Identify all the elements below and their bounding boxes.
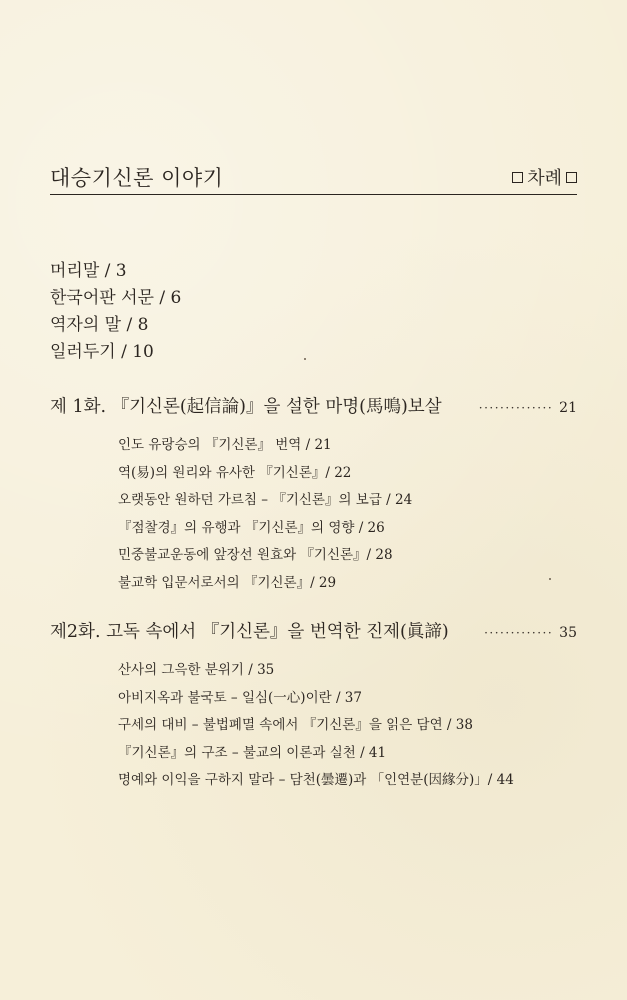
section-entry: 아비지옥과 불국토 – 일심(一心)이란 / 37: [118, 689, 362, 706]
section-entry: 명예와 이익을 구하지 말라 – 담천(曇遷)과 「인연분(因緣分)」/ 44: [118, 772, 514, 788]
paper-speck: [549, 578, 551, 580]
section-entry: 『점찰경』의 유행과 『기신론』의 영향 / 26: [118, 519, 385, 536]
toc-entry-translator-note: 역자의 말 / 8: [50, 315, 149, 335]
toc-entry-preface: 머리말 / 3: [50, 261, 127, 281]
open-square-icon: [566, 172, 577, 183]
section-entry: 인도 유랑승의 『기신론』 번역 / 21: [118, 437, 332, 453]
leader-dots: ·············: [484, 626, 554, 640]
chapter-title-text: 제2화. 고독 속에서 『기신론』을 번역한 진제(眞諦): [50, 622, 449, 642]
section-entry: 『기신론』의 구조 – 불교의 이론과 실천 / 41: [118, 744, 387, 761]
chapter-page-number: 35: [559, 625, 577, 641]
chapter-2-title: [50, 618, 577, 646]
section-entry: 구세의 대비 – 불법폐멸 속에서 『기신론』을 읽은 담연 / 38: [118, 717, 473, 733]
section-entry: 민중불교운동에 앞장선 원효와 『기신론』/ 28: [118, 547, 393, 563]
book-title: 대승기신론 이야기: [50, 166, 224, 190]
front-matter-list: [50, 258, 470, 366]
section-label-text: 차례: [527, 168, 562, 189]
section-entry: 불교학 입문서로서의 『기신론』/ 29: [118, 574, 337, 591]
section-entry: 오랫동안 원하던 가르침 – 『기신론』의 보급 / 24: [118, 492, 413, 508]
chapter-1-title: [50, 393, 577, 421]
section-entry: 산사의 그윽한 분위기 / 35: [118, 662, 275, 678]
toc-entry-korean-preface: 한국어판 서문 / 6: [50, 288, 182, 308]
toc-entry-guide: 일러두기 / 10: [50, 342, 154, 362]
chapter-title-text: 제 1화. 『기신론(起信論)』을 설한 마명(馬鳴)보살: [50, 397, 442, 417]
running-header: [50, 160, 577, 190]
section-entry: 역(易)의 원리와 유사한 『기신론』/ 22: [118, 464, 352, 481]
section-label: [512, 164, 577, 190]
header-rule: [50, 194, 577, 195]
leader-dots: ··············: [478, 401, 554, 415]
chapter-page-number: 21: [559, 400, 577, 416]
chapter-1-sections: [118, 432, 578, 597]
chapter-2-sections: [118, 657, 578, 795]
open-square-icon: [512, 172, 523, 183]
paper-speck: [304, 358, 306, 360]
